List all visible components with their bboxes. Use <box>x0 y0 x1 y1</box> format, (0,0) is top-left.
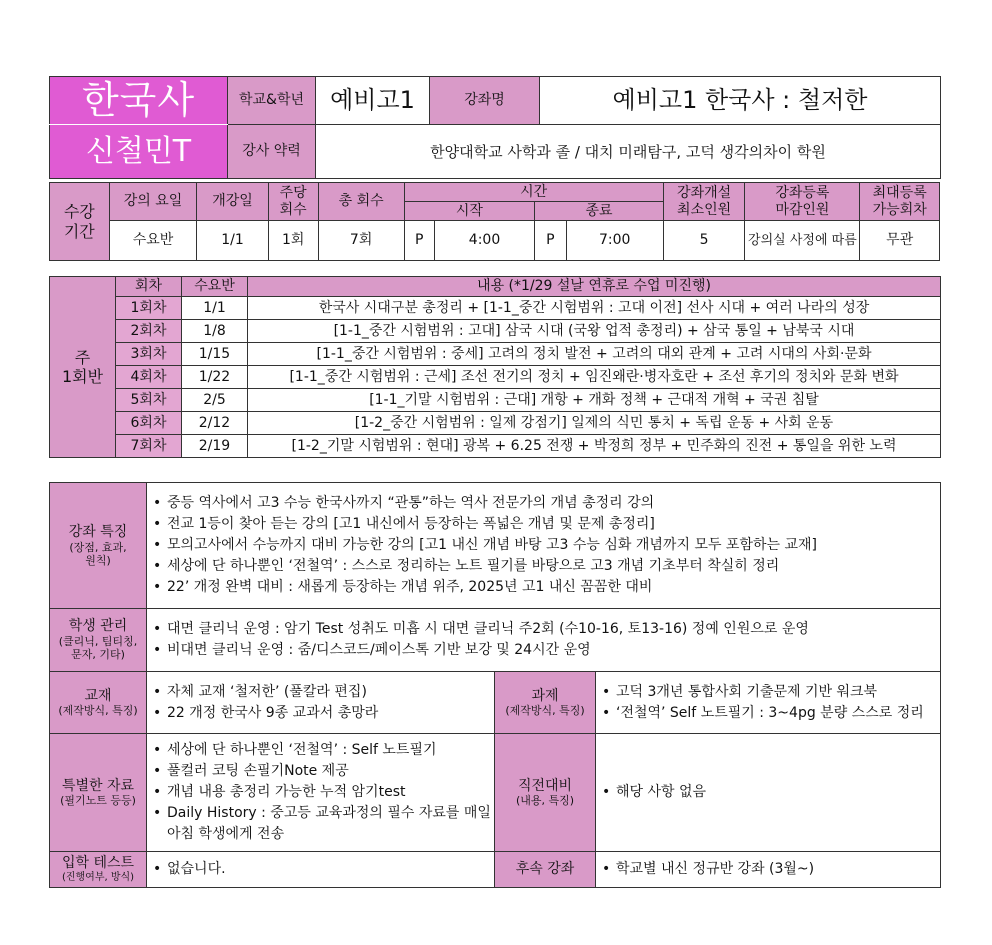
course-value: 예비고1 한국사 : 철저한 <box>540 77 941 125</box>
list-item: • ‘전철역’ Self 노트필기 : 3~4pg 분량 스스로 정리 <box>602 703 940 724</box>
prep-label-cell <box>495 734 596 852</box>
entrance-sublabel: (진행여부, 방식) <box>61 871 135 883</box>
total-header: 총 회수 <box>318 183 404 221</box>
management-content <box>147 609 941 672</box>
content-cell: [1-1_기말 시험범위 : 근대] 개항 + 개화 정책 + 근대적 개혁 + 국권 침탈 <box>248 389 941 412</box>
session-cell: 3회차 <box>116 343 182 366</box>
deadline-header: 강좌등록 마감인원 <box>745 183 860 221</box>
school-label: 학교&학년 <box>228 77 316 125</box>
time-end-header: 종료 <box>535 202 664 221</box>
session-cell: 7회차 <box>116 435 182 458</box>
homework-content <box>596 672 941 734</box>
textbook-sublabel: (제작방식, 특징) <box>58 704 138 718</box>
time-header: 시간 <box>404 183 663 202</box>
session-cell: 4회차 <box>116 366 182 389</box>
start-date-value: 1/1 <box>197 221 268 261</box>
management-label: 학생 관리 <box>68 618 128 635</box>
table-row <box>50 389 941 412</box>
list-item: • 자체 교재 ‘철저한’ (풀칼라 편집) <box>153 682 494 703</box>
career-label: 강사 약력 <box>228 125 316 179</box>
start-ampm: P <box>404 221 434 261</box>
content-cell: [1-1_중간 시험범위 : 근세] 조선 전기의 정치 + 임진왜란·병자호란 + 조선 후기의 정치와 문화 변화 <box>248 366 941 389</box>
end-time: 7:00 <box>566 221 663 261</box>
curriculum-table <box>49 276 941 458</box>
followup-content <box>596 852 941 888</box>
day-header: 강의 요일 <box>109 183 197 221</box>
curriculum-side-label: 주 1회반 <box>50 277 116 458</box>
date-cell: 2/19 <box>182 435 248 458</box>
list-item: • 해당 사항 없음 <box>602 782 940 803</box>
management-label-cell <box>50 609 147 672</box>
content-cell: [1-1_중간 시험범위 : 중세] 고려의 정치 발전 + 고려의 대외 관계 + 고려 시대의 사회·문화 <box>248 343 941 366</box>
list-item: • 없습니다. <box>153 859 494 880</box>
date-header: 수요반 <box>182 277 248 297</box>
day-value: 수요반 <box>109 221 197 261</box>
list-item: • 학교별 내신 정규반 강좌 (3월~) <box>602 859 940 880</box>
list-item: • 세상에 단 하나뿐인 ‘전철역’ : 스스로 정리하는 노트 필기를 바탕으로 고3 개념 기초부터 착실히 정리 <box>153 556 940 577</box>
table-row <box>50 320 941 343</box>
list-item: • 모의고사에서 수능까지 대비 가능한 강의 [고1 내신 개념 바탕 고3 수능 심화 개념까지 모두 포함하는 교재] <box>153 535 940 556</box>
list-item: • 22 개정 한국사 9종 교과서 총망라 <box>153 703 494 724</box>
content-cell: 한국사 시대구분 총정리 + [1-1_중간 시험범위 : 고대 이전] 선사 시대 + 여러 나라의 성장 <box>248 297 941 320</box>
deadline-value: 강의실 사정에 따름 <box>745 221 860 261</box>
details-table <box>49 482 941 888</box>
session-cell: 5회차 <box>116 389 182 412</box>
prep-content <box>596 734 941 852</box>
date-cell: 2/5 <box>182 389 248 412</box>
date-cell: 1/22 <box>182 366 248 389</box>
session-cell: 1회차 <box>116 297 182 320</box>
features-sublabel: (장점, 효과, 원칙) <box>69 540 127 567</box>
followup-label: 후속 강좌 <box>495 852 596 888</box>
date-cell: 2/12 <box>182 412 248 435</box>
homework-label-cell <box>495 672 596 734</box>
schedule-table <box>49 182 940 261</box>
list-item: • 풀컬러 코팅 손필기Note 제공 <box>153 761 494 782</box>
subject-title: 한국사 <box>50 77 228 125</box>
weekly-header: 주당 회수 <box>268 183 318 221</box>
table-row <box>50 366 941 389</box>
list-item: • Daily History : 중고등 교육과정의 필수 자료를 매일 아침 학생에게 전송 <box>153 803 494 845</box>
textbook-content <box>147 672 495 734</box>
min-header: 강좌개설 최소인원 <box>663 183 745 221</box>
total-value: 7회 <box>318 221 404 261</box>
career-value: 한양대학교 사학과 졸 / 대치 미래탐구, 고덕 생각의차이 학원 <box>316 125 941 179</box>
content-header: 내용 (*1/29 설날 연휴로 수업 미진행) <box>248 277 941 297</box>
special-sublabel: (필기노트 등등) <box>60 794 136 808</box>
prep-label: 직전대비 <box>517 777 573 794</box>
entrance-label: 입학 테스트 <box>61 855 135 872</box>
course-label: 강좌명 <box>430 77 540 125</box>
special-label: 특별한 자료 <box>61 777 135 794</box>
list-item: • 중등 역사에서 고3 수능 한국사까지 “관통”하는 역사 전문가의 개념 총정리 강의 <box>153 493 940 514</box>
homework-sublabel: (제작방식, 특징) <box>505 704 585 718</box>
min-value: 5 <box>663 221 745 261</box>
textbook-label-cell <box>50 672 147 734</box>
homework-label: 과제 <box>531 687 559 704</box>
header-table <box>49 76 941 179</box>
list-item: • 비대면 클리닉 운영 : 줌/디스코드/페이스톡 기반 보강 및 24시간 운영 <box>153 640 940 661</box>
session-cell: 2회차 <box>116 320 182 343</box>
schedule-row-label: 수강 기간 <box>50 183 110 261</box>
weekly-value: 1회 <box>268 221 318 261</box>
list-item: • 고덕 3개년 통합사회 기출문제 기반 워크북 <box>602 682 940 703</box>
teacher-name: 신철민T <box>50 125 228 179</box>
table-row <box>50 343 941 366</box>
table-row <box>50 297 941 320</box>
time-start-header: 시작 <box>404 202 535 221</box>
content-cell: [1-2_기말 시험범위 : 현대] 광복 + 6.25 전쟁 + 박정희 정부 + 민주화의 진전 + 통일을 위한 노력 <box>248 435 941 458</box>
max-sessions-value: 무관 <box>860 221 940 261</box>
max-sessions-header: 최대등록 가능회차 <box>860 183 940 221</box>
date-cell: 1/15 <box>182 343 248 366</box>
content-cell: [1-1_중간 시험범위 : 고대] 삼국 시대 (국왕 업적 총정리) + 삼국 통일 + 남북국 시대 <box>248 320 941 343</box>
start-time: 4:00 <box>434 221 534 261</box>
list-item: • 대면 클리닉 운영 : 암기 Test 성취도 미흡 시 대면 클리닉 주2회 (수10-16, 토13-16) 정예 인원으로 운영 <box>153 619 940 640</box>
date-cell: 1/8 <box>182 320 248 343</box>
school-value: 예비고1 <box>316 77 430 125</box>
list-item: • 전교 1등이 찾아 듣는 강의 [고1 내신에서 등장하는 폭넓은 개념 및 문제 총정리] <box>153 514 940 535</box>
features-label-cell <box>50 483 147 609</box>
features-content <box>147 483 941 609</box>
management-sublabel: (클리닉, 팀티칭, 문자, 기타) <box>58 635 138 662</box>
special-content <box>147 734 495 852</box>
textbook-label: 교재 <box>84 687 112 704</box>
entrance-content <box>147 852 495 888</box>
content-cell: [1-2_중간 시험범위 : 일제 강점기] 일제의 식민 통치 + 독립 운동 + 사회 운동 <box>248 412 941 435</box>
special-label-cell <box>50 734 147 852</box>
table-row <box>50 435 941 458</box>
list-item: • 22’ 개정 완벽 대비 : 새롭게 등장하는 개념 위주, 2025년 고1 내신 꼼꼼한 대비 <box>153 577 940 598</box>
list-item: • 개념 내용 총정리 가능한 누적 암기test <box>153 782 494 803</box>
entrance-label-cell <box>50 852 147 888</box>
session-cell: 6회차 <box>116 412 182 435</box>
list-item: • 세상에 단 하나뿐인 ‘전철역’ : Self 노트필기 <box>153 740 494 761</box>
features-label: 강좌 특징 <box>68 523 128 540</box>
start-date-header: 개강일 <box>197 183 268 221</box>
table-row <box>50 412 941 435</box>
prep-sublabel: (내용, 특징) <box>515 794 575 808</box>
date-cell: 1/1 <box>182 297 248 320</box>
session-header: 회차 <box>116 277 182 297</box>
end-ampm: P <box>535 221 566 261</box>
